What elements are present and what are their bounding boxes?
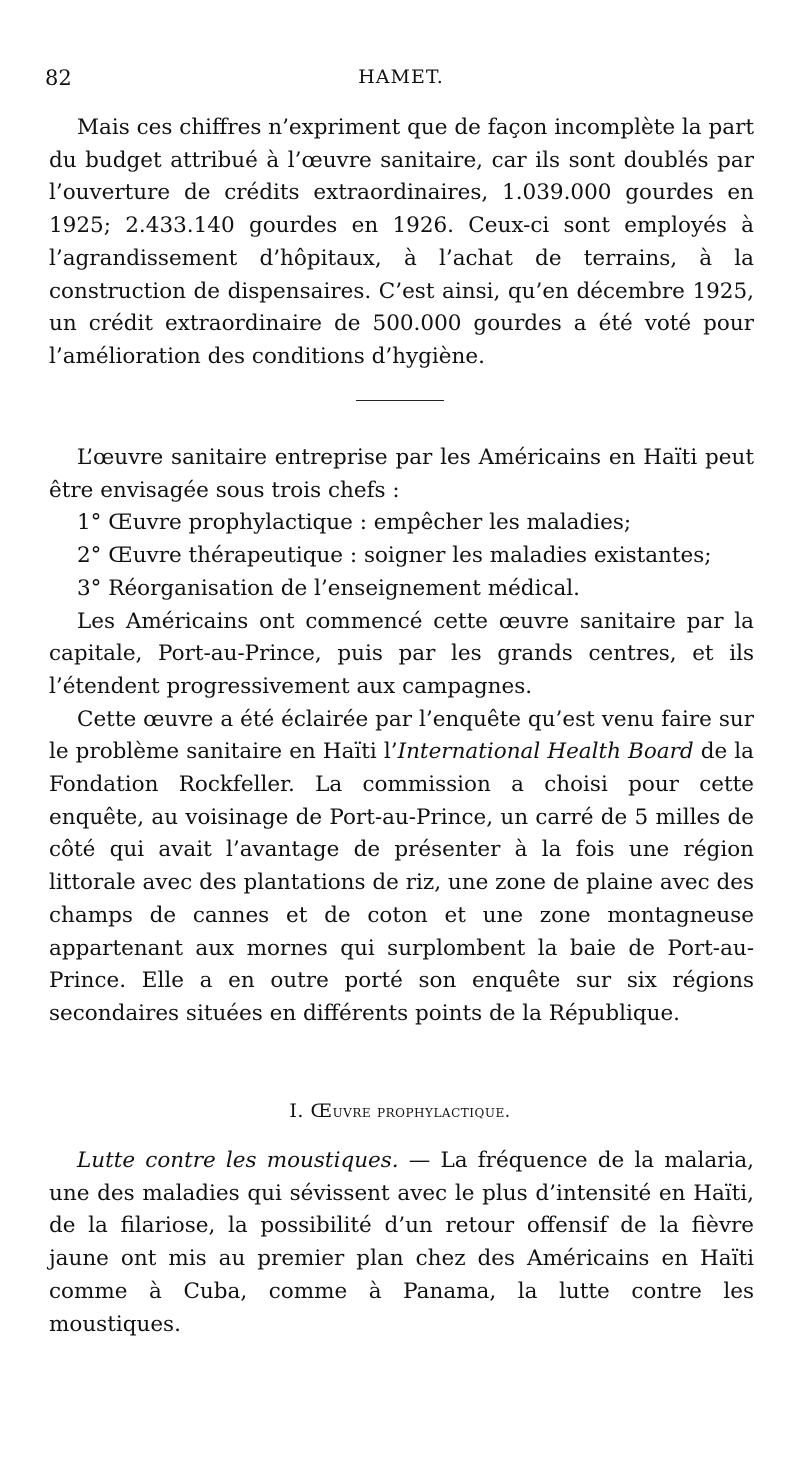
paragraph-three-heads: L’œuvre sanitaire entreprise par les Américains en Haïti peut être envisagée sous trois chefs : bbox=[49, 445, 754, 503]
section-heading bbox=[0, 1100, 800, 1122]
section-heading-number: I. Œ bbox=[289, 1100, 333, 1122]
text-block-budget bbox=[49, 112, 754, 374]
page-number: 82 bbox=[45, 66, 72, 90]
running-header bbox=[45, 66, 757, 96]
list-item-reorganisation: 3° Réorganisation de l’enseignement médical. bbox=[77, 575, 581, 601]
survey-text-start: Cette œuvre a été éclairée par l’enquête qu’est venu faire sur le problème sanitaire en Haïti l’ bbox=[49, 706, 754, 765]
list-item-prophylactic: 1° Œuvre prophylactique : empêcher les maladies; bbox=[77, 510, 632, 536]
mosquitoes-text: — La fréquence de la malaria, une des maladies qui sévissent avec le plus d’intensité en Haïti, de la filariose, la possibilité d’un retour offensif de la fièvre jaune ont mis au premier plan chez des Américains en Haïti comme à Cuba, comme à Panama, la lutte contre les moustiques. bbox=[49, 1148, 754, 1337]
board-name: International Health Board bbox=[397, 739, 694, 765]
subsection-title: Lutte contre les moustiques. bbox=[77, 1148, 399, 1173]
section-heading-title: uvre prophylactique. bbox=[332, 1102, 511, 1122]
paragraph-rockfeller-survey bbox=[49, 704, 754, 1031]
list-item-therapeutic: 2° Œuvre thérapeutique : soigner les maladies existantes; bbox=[77, 543, 712, 569]
running-title: HAMET. bbox=[358, 66, 444, 88]
text-block-mosquitoes bbox=[49, 1145, 754, 1341]
survey-text-end: de la Fondation Rockfeller. La commission a choisi pour cette enquête, au voisinage de Port-au-Prince, un carré de 5 milles de côté qui avait l’avantage de présenter à la fois une région littorale avec des plantations de riz, une zone de plaine avec des champs de cannes et de coton et une zone montagneuse appartenant aux mornes qui surplombent la baie de Port-au-Prince. Elle a en outre porté son enquête sur six régions secondaires situées en différents points de la République. bbox=[49, 739, 754, 1026]
paragraph-mosquitoes bbox=[49, 1145, 754, 1341]
paragraph-capital: Les Américains ont commencé cette œuvre sanitaire par la capitale, Port-au-Prince, puis par les grands centres, et ils l’étendent progressivement aux campagnes. bbox=[49, 608, 754, 699]
paragraph-budget: Mais ces chiffres n’expriment que de façon incomplète la part du budget attribué à l’œuvre sanitaire, car ils sont doublés par l’ouverture de crédits extraordinaires, 1.039.000 gourdes en 1925; 2.433.140 gourdes en 1926. Ceux-ci sont employés à l’agrandissement d’hôpitaux, à l’achat de terrains, à la construction de dispensaires. C’est ainsi, qu’en décembre 1925, un crédit extraordinaire de 500.000 gourdes a été voté pour l’amélioration des conditions d’hygiène. bbox=[49, 115, 754, 369]
section-divider bbox=[356, 400, 444, 401]
text-block-sanitary-work bbox=[49, 442, 754, 1031]
